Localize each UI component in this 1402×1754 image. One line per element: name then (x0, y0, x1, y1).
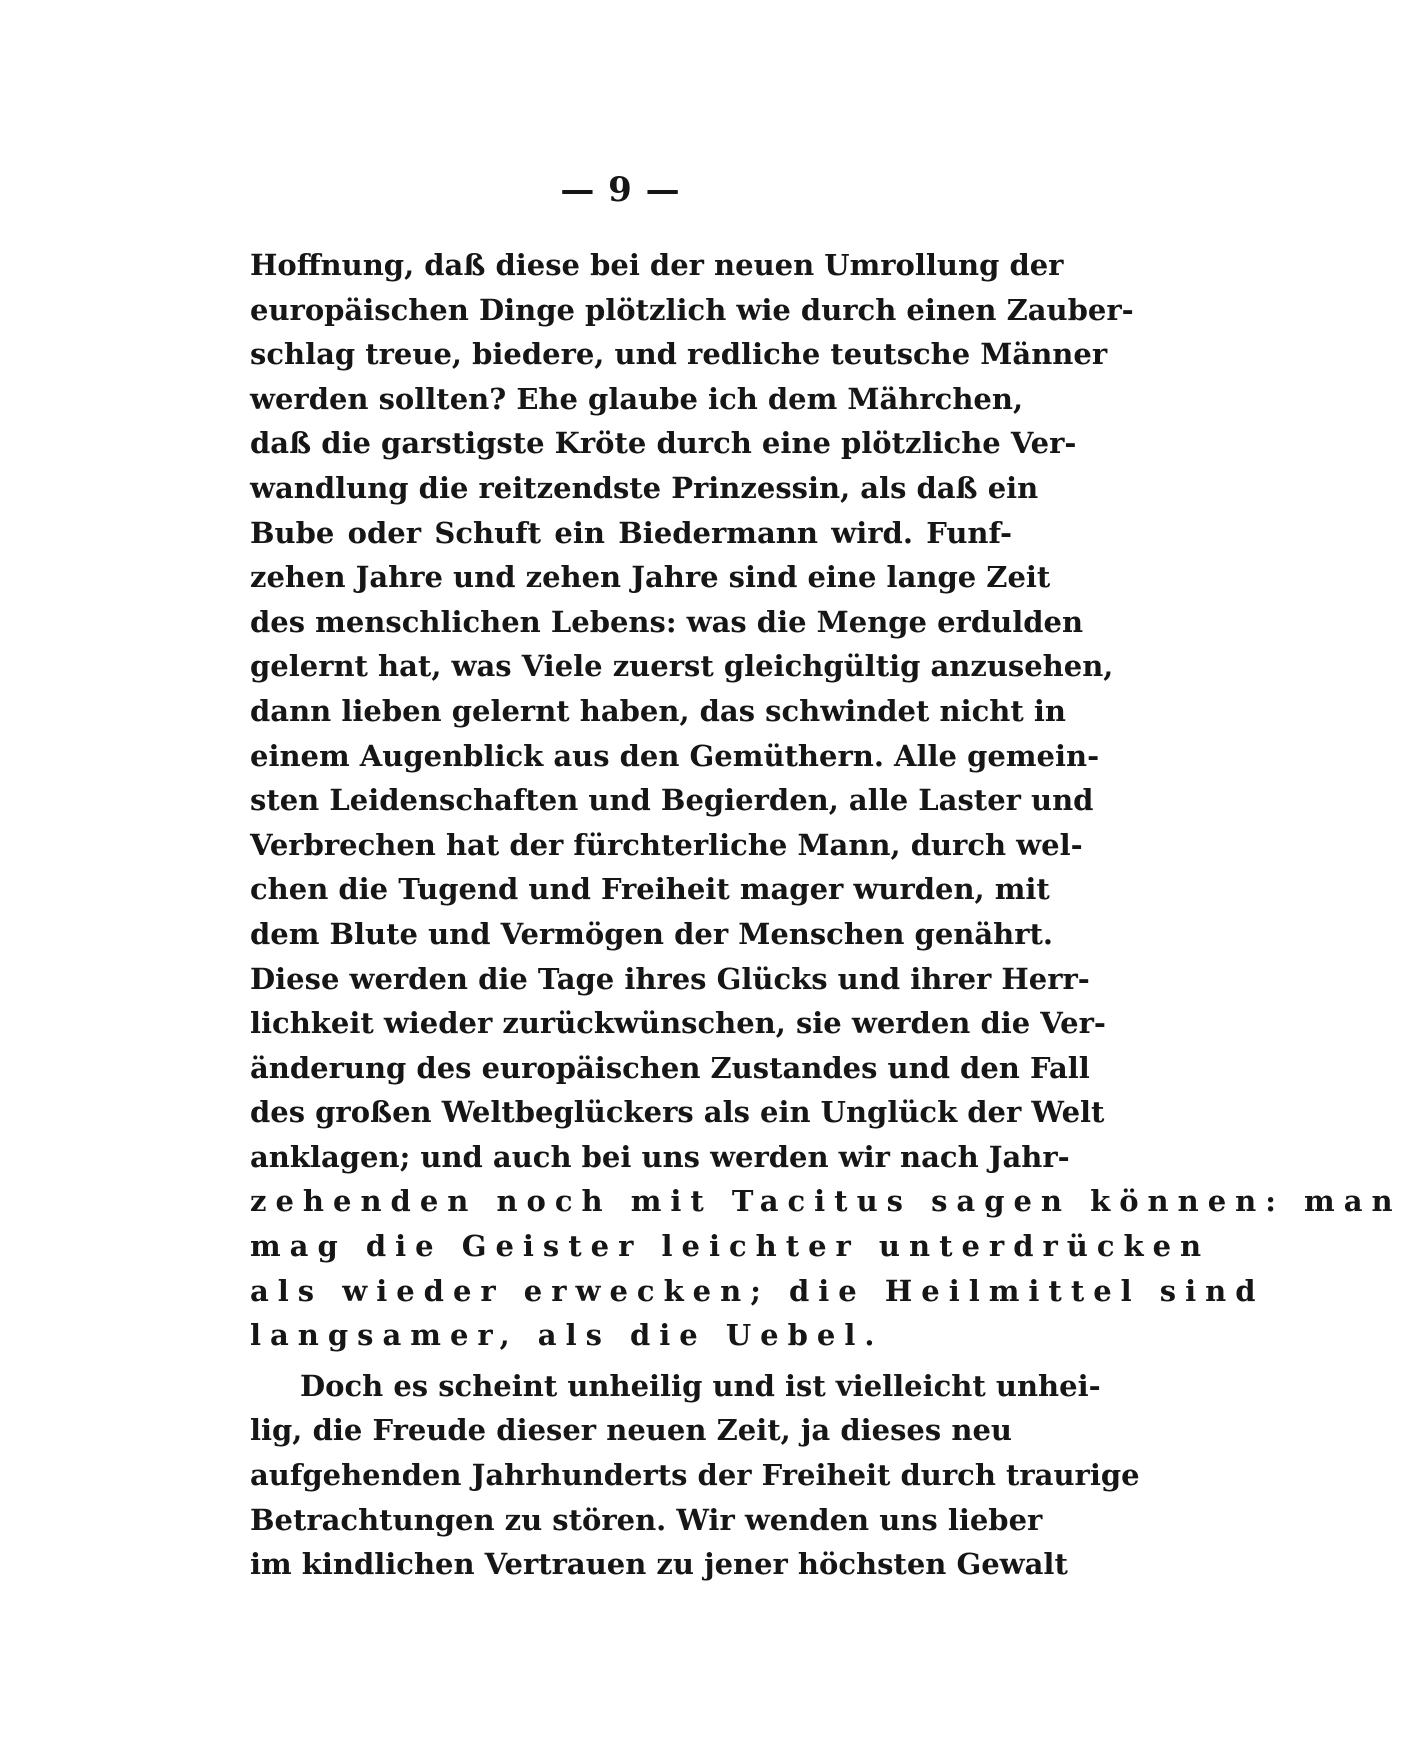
text-line: im kindlichen Vertrauen zu jener höchsten Gewalt (250, 1547, 1068, 1582)
text-line: dann lieben gelernt haben, das schwindet nicht in (250, 693, 1066, 728)
text-line: gelernt hat, was Viele zuerst gleichgültig anzusehen, (250, 649, 1114, 684)
quote-line: mag die Geister leichter unterdrücken (250, 1229, 1211, 1264)
text-line: Diese werden die Tage ihres Glücks und ihrer Herr- (250, 961, 1090, 996)
text-line: chen die Tugend und Freiheit mager wurden, mit (250, 872, 1050, 907)
text-line: Betrachtungen zu stören. Wir wenden uns lieber (250, 1502, 1043, 1537)
text-line: lichkeit wieder zurückwünschen, sie werden die Ver- (250, 1006, 1106, 1041)
text-line: Doch es scheint unheilig und ist vielleicht unhei- (300, 1368, 1101, 1403)
text-line: Verbrechen hat der fürchterliche Mann, durch wel- (250, 827, 1083, 862)
text-line: sten Leidenschaften und Begierden, alle Laster und (250, 783, 1094, 818)
text-line: anklagen; und auch bei uns werden wir nach Jahr- (250, 1139, 1070, 1174)
text-line: daß die garstigste Kröte durch eine plötzliche Ver- (250, 426, 1077, 461)
text-line: des großen Weltbeglückers als ein Unglück der Welt (250, 1095, 1105, 1130)
body-text (250, 243, 1402, 1587)
quote-line: langsamer, als die Uebel. (250, 1318, 884, 1353)
text-line: europäischen Dinge plötzlich wie durch einen Zauber- (250, 292, 1134, 327)
text-line: einem Augenblick aus den Gemüthern. Alle gemein- (250, 738, 1100, 773)
quote-line: als wieder erwecken; die Heilmittel sind (250, 1273, 1265, 1308)
text-line: werden sollten? Ehe glaube ich dem Mährchen, (250, 381, 1024, 416)
text-line: änderung des europäischen Zustandes und den Fall (250, 1050, 1090, 1085)
text-line: des menschlichen Lebens: was die Menge erdulden (250, 604, 1084, 639)
text-line: Bube oder Schuft ein Biedermann wird. Funf- (250, 515, 1012, 550)
text-line: lig, die Freude dieser neuen Zeit, ja dieses neu (250, 1413, 1012, 1448)
text-line: wandlung die reitzendste Prinzessin, als daß ein (250, 470, 1039, 505)
text-line: dem Blute und Vermögen der Menschen genährt. (250, 916, 1054, 951)
text-line: aufgehenden Jahrhunderts der Freiheit durch traurige (250, 1458, 1140, 1493)
text-line: zehenden noch mit Tacitus sagen können: man (250, 1184, 1402, 1219)
text-line: schlag treue, biedere, und redliche teutsche Männer (250, 337, 1108, 372)
page-number: — 9 — (560, 170, 681, 210)
text-line: Hoffnung, daß diese bei der neuen Umrollung der (250, 248, 1064, 282)
text-line: zehen Jahre und zehen Jahre sind eine lange Zeit (250, 560, 1051, 595)
